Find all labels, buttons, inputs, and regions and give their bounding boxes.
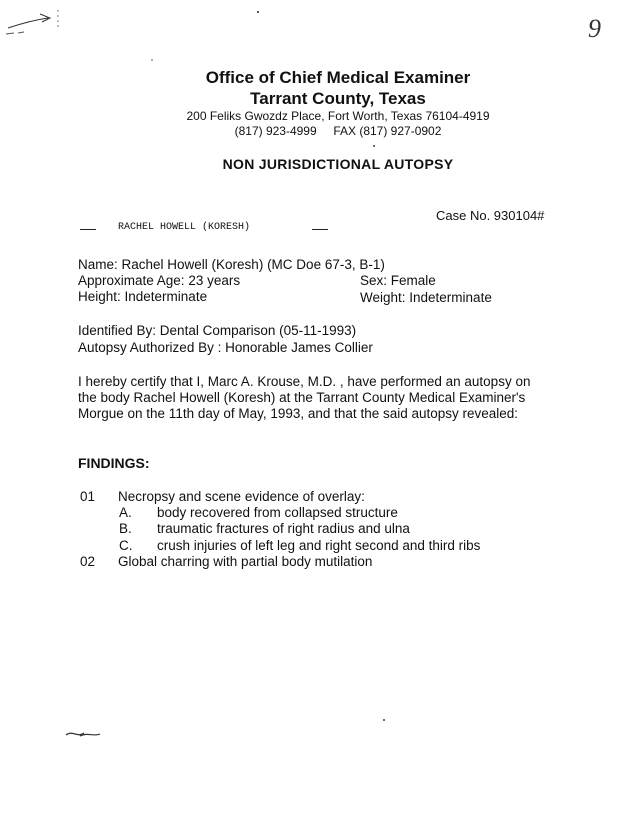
subject-age: Approximate Age: 23 years	[78, 273, 241, 288]
scan-speck	[151, 59, 153, 61]
authorized-by: Autopsy Authorized By : Honorable James Collier	[78, 340, 373, 355]
subitem-text: crush injuries of left leg and right second and third ribs	[157, 538, 481, 553]
finding-text: Necropsy and scene evidence of overlay:	[118, 489, 365, 504]
initials-mark	[66, 733, 100, 736]
name-dash-right	[312, 229, 328, 230]
findings-heading: FINDINGS:	[78, 455, 150, 471]
finding-text: Global charring with partial body mutilation	[118, 554, 373, 569]
certification-line: Morgue on the 11th day of May, 1993, and that the said autopsy revealed:	[78, 406, 519, 421]
address-line: 200 Feliks Gwozdz Place, Fort Worth, Texas 76104-4919	[186, 109, 490, 123]
subject-name: Name: Rachel Howell (Koresh) (MC Doe 67-3, B-1)	[78, 257, 385, 272]
subject-height: Height: Indeterminate	[78, 289, 208, 304]
office-title: Office of Chief Medical Examiner	[205, 68, 471, 87]
certification-line: I hereby certify that I, Marc A. Krouse, M.D. , have performed an autopsy on	[78, 374, 531, 389]
subitem-letter: A.	[119, 505, 132, 520]
subitem-text: traumatic fractures of right radius and ulna	[157, 521, 410, 536]
name-dash-left	[80, 229, 96, 230]
county-title: Tarrant County, Texas	[250, 89, 426, 108]
typed-name: RACHEL HOWELL (KORESH)	[118, 222, 251, 233]
subject-sex: Sex: Female	[360, 273, 436, 288]
scan-speck	[383, 719, 385, 721]
subitem-letter: C.	[119, 538, 133, 553]
page-number: 9	[588, 14, 601, 43]
finding-number: 02	[80, 554, 96, 569]
subitem-text: body recovered from collapsed structure	[157, 505, 398, 520]
handwritten-dash-mark	[6, 32, 24, 34]
identified-by: Identified By: Dental Comparison (05-11-1993)	[78, 323, 357, 338]
certification-line: the body Rachel Howell (Koresh) at the Tarrant County Medical Examiner's	[78, 390, 526, 405]
document-title: NON JURISDICTIONAL AUTOPSY	[222, 156, 454, 172]
handwritten-arrow-mark	[8, 14, 50, 28]
finding-number: 01	[80, 489, 96, 504]
phone-fax-line: (817) 923-4999 FAX (817) 927-0902	[234, 124, 442, 138]
subitem-letter: B.	[119, 521, 132, 536]
case-number: Case No. 930104#	[436, 208, 545, 223]
scan-speck	[257, 11, 259, 13]
scan-speck	[373, 145, 375, 147]
subject-weight: Weight: Indeterminate	[360, 290, 492, 305]
